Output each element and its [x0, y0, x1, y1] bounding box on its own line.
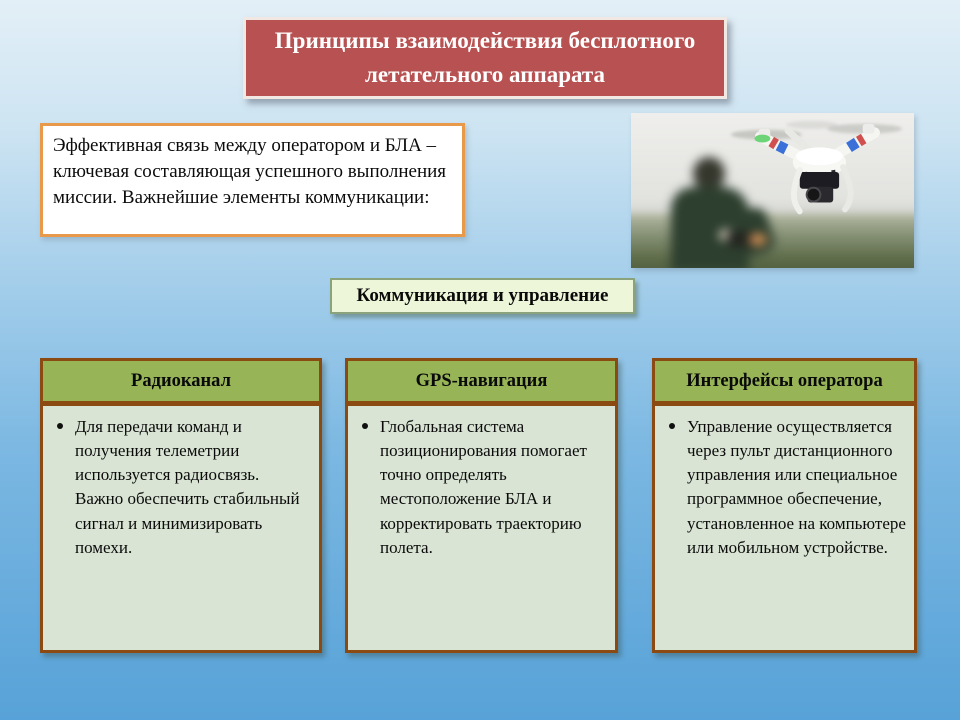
intro-text: Эффективная связь между оператором и БЛА – ключевая составляющая успешного выполнения миссии. Важнейшие элементы коммуникации:	[53, 135, 447, 209]
bullet-icon	[362, 423, 368, 429]
column-gps-header: GPS-навигация	[345, 358, 618, 404]
column-interfaces	[652, 358, 917, 653]
slide-title-box	[243, 17, 727, 99]
list-item: Глобальная система позиционирования помогает точно определять местоположение БЛА и корректировать траекторию полета.	[360, 415, 607, 560]
list-item: Для передачи команд и получения телеметрии используется радиосвязь. Важно обеспечить стабильный сигнал и минимизировать помехи.	[55, 415, 311, 560]
list-item: Управление осуществляется через пульт дистанционного управления или специальное программное обеспечение, установленное на компьютере или мобильном устройстве.	[667, 415, 906, 560]
banner-label: Коммуникация и управление	[356, 285, 609, 306]
bullet-icon	[669, 423, 675, 429]
slide-title: Принципы взаимодействия бесплотного летательного аппарата	[274, 27, 696, 87]
drone-operator-photo	[631, 113, 914, 268]
column-radio-header: Радиоканал	[40, 358, 322, 404]
banner-communication	[330, 278, 635, 314]
drone-icon	[717, 113, 914, 233]
bullet-icon	[57, 423, 63, 429]
intro-box	[40, 123, 465, 237]
column-interfaces-header: Интерфейсы оператора	[652, 358, 917, 404]
column-radio	[40, 358, 322, 653]
column-gps	[345, 358, 618, 653]
